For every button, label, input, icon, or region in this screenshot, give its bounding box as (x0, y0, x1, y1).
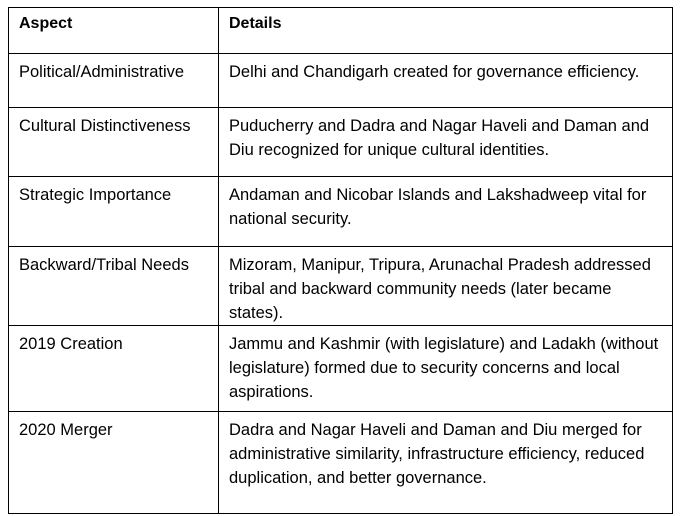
details-cell: Andaman and Nicobar Islands and Lakshadweep vital for national security. (219, 177, 673, 247)
table-row (9, 108, 673, 177)
aspect-cell: Strategic Importance (9, 177, 219, 247)
details-cell: Puducherry and Dadra and Nagar Haveli and Daman and Diu recognized for unique cultural identities. (219, 108, 673, 177)
table-row (9, 412, 673, 514)
table-row (9, 54, 673, 108)
header-aspect: Aspect (9, 8, 219, 54)
details-cell: Delhi and Chandigarh created for governance efficiency. (219, 54, 673, 108)
aspect-cell: 2020 Merger (9, 412, 219, 514)
table-row (9, 326, 673, 412)
details-cell: Mizoram, Manipur, Tripura, Arunachal Pradesh addressed tribal and backward community needs (later became states). (219, 247, 673, 326)
table-row (9, 177, 673, 247)
table-row (9, 247, 673, 326)
aspect-cell: Backward/Tribal Needs (9, 247, 219, 326)
details-cell: Jammu and Kashmir (with legislature) and Ladakh (without legislature) formed due to security concerns and local aspirations. (219, 326, 673, 412)
ut-aspects-table (8, 7, 673, 514)
header-details: Details (219, 8, 673, 54)
aspect-cell: Political/Administrative (9, 54, 219, 108)
table-header-row (9, 8, 673, 54)
aspect-cell: 2019 Creation (9, 326, 219, 412)
aspect-cell: Cultural Distinctiveness (9, 108, 219, 177)
details-cell: Dadra and Nagar Haveli and Daman and Diu merged for administrative similarity, infrastructure efficiency, reduced duplication, and better governance. (219, 412, 673, 514)
